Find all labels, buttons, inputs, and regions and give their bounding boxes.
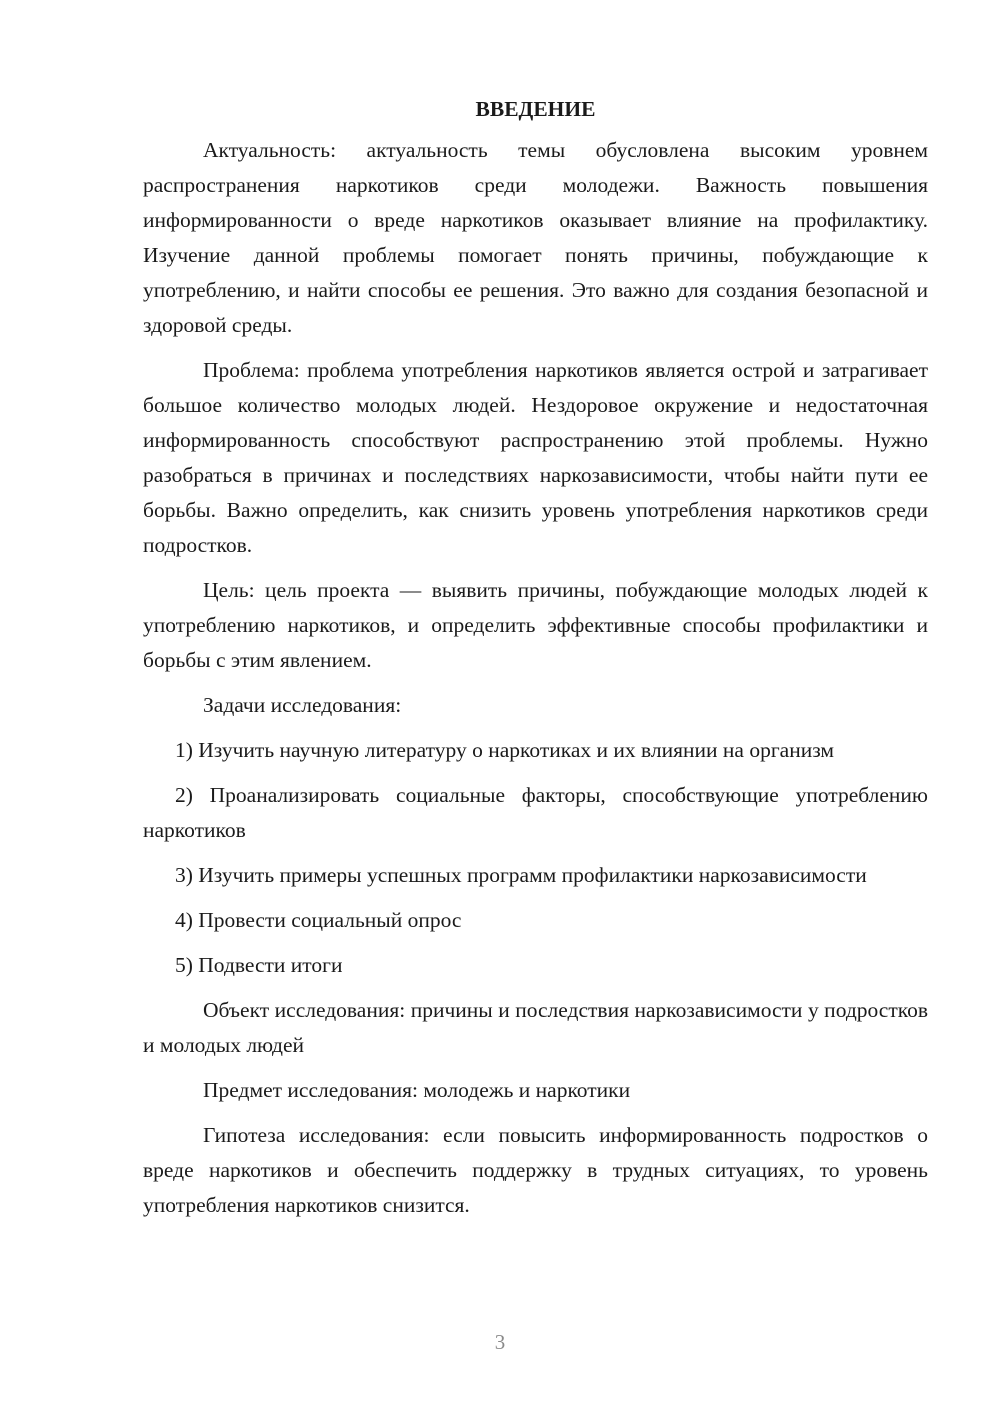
problem-paragraph: Проблема: проблема употребления наркотиков является острой и затрагивает большое количество молодых людей. Нездоровое окружение и недостаточная информированность способствуют распространению этой проблемы. Нужно разобраться в причинах и последствиях наркозависимости, чтобы найти пути ее борьбы. Важно определить, как снизить уровень употребления наркотиков среди подростков. <box>143 358 928 557</box>
document-page <box>143 92 928 1233</box>
section-heading: ВВЕДЕНИЕ <box>475 97 596 121</box>
task-item: 4) Провести социальный опрос <box>175 908 462 932</box>
task-item: 2) Проанализировать социальные факторы, способствующие употреблению наркотиков <box>143 783 928 842</box>
tasks-label: Задачи исследования: <box>203 693 402 717</box>
hypothesis-paragraph: Гипотеза исследования: если повысить информированность подростков о вреде наркотиков и обеспечить поддержку в трудных ситуациях, то уровень употребления наркотиков снизится. <box>143 1123 928 1217</box>
research-subject-line: Предмет исследования: молодежь и наркотики <box>203 1078 631 1102</box>
page-number: 3 <box>494 1330 506 1354</box>
task-item: 3) Изучить примеры успешных программ профилактики наркозависимости <box>175 863 867 887</box>
task-item: 1) Изучить научную литературу о наркотиках и их влиянии на организм <box>175 738 834 762</box>
goal-paragraph: Цель: цель проекта — выявить причины, побуждающие молодых людей к употреблению наркотиков, и определить эффективные способы профилактики и борьбы с этим явлением. <box>143 578 928 672</box>
relevance-paragraph: Актуальность: актуальность темы обусловлена высоким уровнем распространения наркотиков среди молодежи. Важность повышения информированности о вреде наркотиков оказывает влияние на профилактику. Изучение данной проблемы помогает понять причины, побуждающие к употреблению, и найти способы ее решения. Это важно для создания безопасной и здоровой среды. <box>143 138 928 337</box>
task-item: 5) Подвести итоги <box>175 953 343 977</box>
research-object-paragraph: Объект исследования: причины и последствия наркозависимости у подростков и молодых людей <box>143 998 928 1057</box>
